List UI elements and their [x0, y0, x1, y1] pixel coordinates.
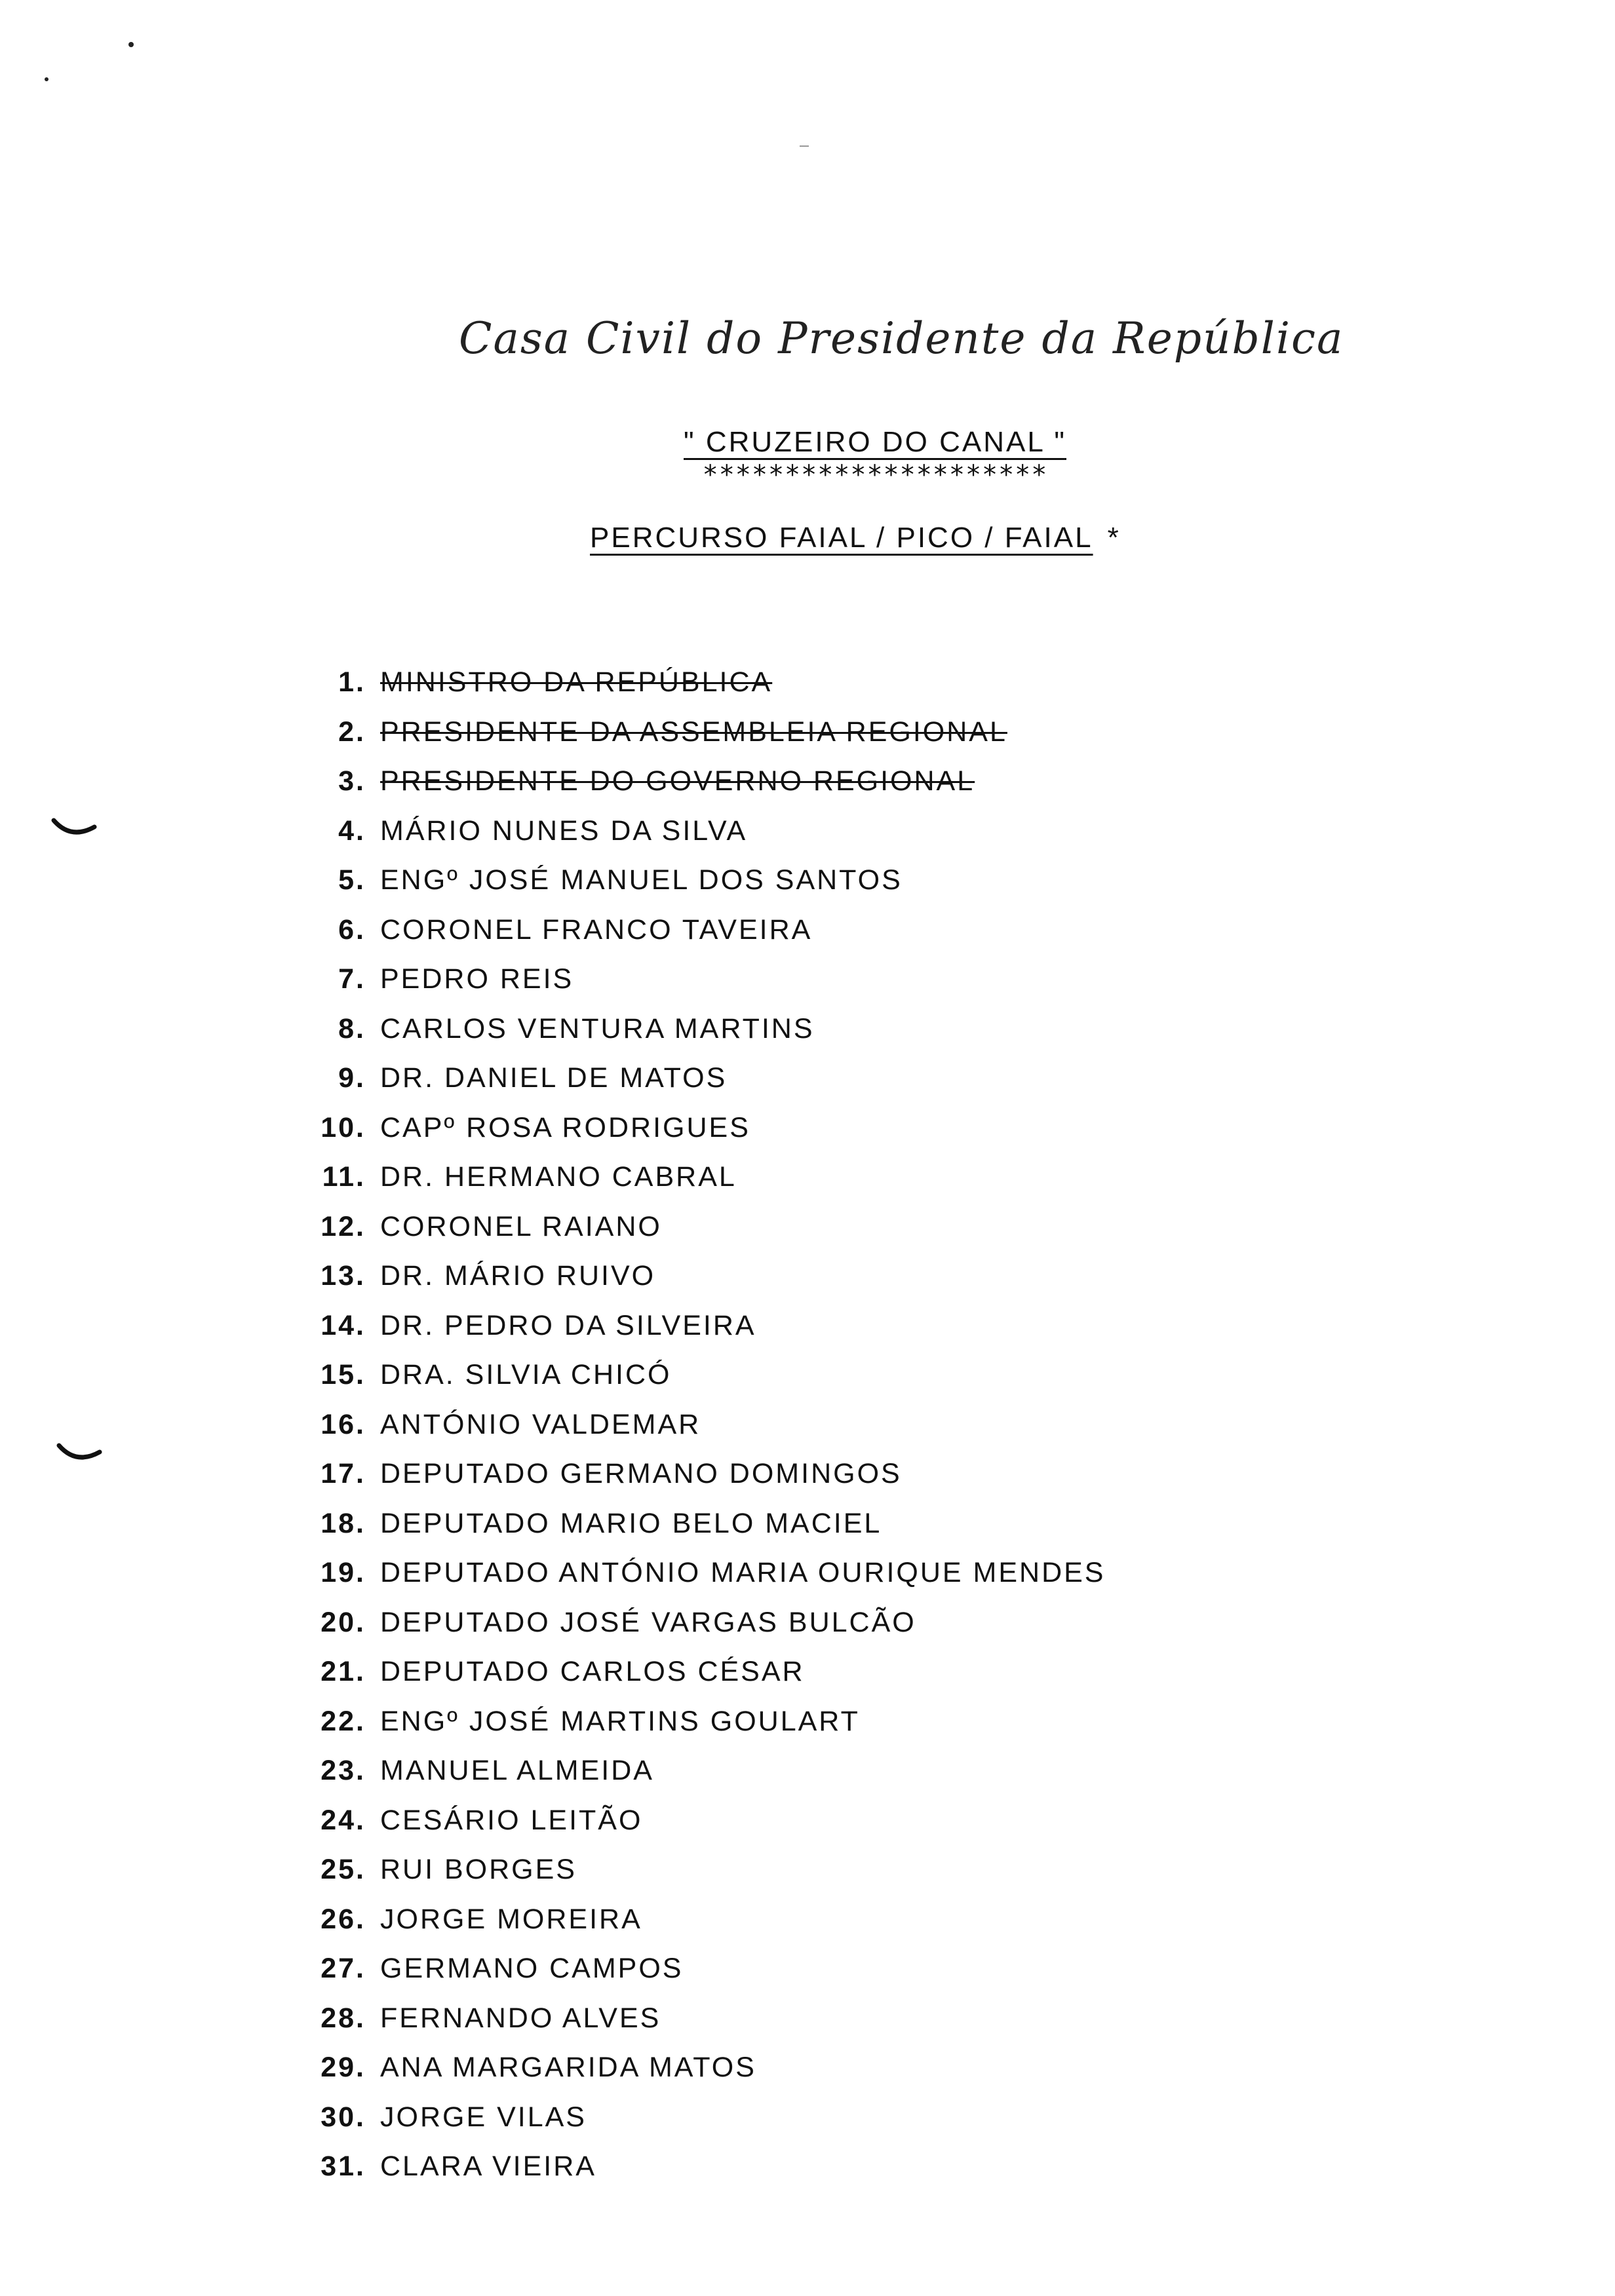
item-name: DR. HERMANO CABRAL — [380, 1161, 737, 1193]
pen-check-mark — [51, 818, 97, 837]
item-name: PRESIDENTE DO GOVERNO REGIONAL — [380, 765, 975, 797]
item-number: 23. — [321, 1755, 366, 1787]
list-item — [275, 1499, 1455, 1549]
list-item — [275, 955, 1455, 1004]
item-name: PEDRO REIS — [380, 963, 574, 995]
item-name: CAPº ROSA RODRIGUES — [380, 1111, 750, 1143]
item-number: 20. — [321, 1606, 366, 1638]
item-number: 31. — [321, 2151, 366, 2183]
item-number: 8. — [338, 1012, 366, 1044]
item-name: ENGº JOSÉ MARTINS GOULART — [380, 1705, 860, 1737]
item-name: DR. PEDRO DA SILVEIRA — [380, 1309, 756, 1341]
item-number: 9. — [338, 1062, 366, 1094]
item-name: CESÁRIO LEITÃO — [380, 1804, 643, 1836]
item-name: PRESIDENTE DA ASSEMBLEIA REGIONAL — [380, 716, 1007, 748]
item-name: RUI BORGES — [380, 1854, 577, 1886]
item-name: DEPUTADO MARIO BELO MACIEL — [380, 1507, 882, 1539]
title-block — [662, 426, 1088, 490]
item-name: DEPUTADO ANTÓNIO MARIA OURIQUE MENDES — [380, 1557, 1106, 1589]
item-number: 3. — [338, 765, 366, 797]
route-text: PERCURSO FAIAL / PICO / FAIAL — [590, 522, 1093, 554]
item-name: CLARA VIEIRA — [380, 2151, 596, 2183]
item-number: 2. — [338, 716, 366, 748]
item-number: 16. — [321, 1408, 366, 1440]
item-number: 28. — [321, 2002, 366, 2034]
list-item — [275, 1252, 1455, 1301]
item-name: MÁRIO NUNES DA SILVA — [380, 814, 748, 847]
list-item — [275, 2093, 1455, 2143]
item-name: FERNANDO ALVES — [380, 2002, 661, 2034]
item-name: CORONEL RAIANO — [380, 1210, 662, 1242]
item-number: 29. — [321, 2052, 366, 2084]
list-item — [275, 1895, 1455, 1945]
list-item — [275, 1796, 1455, 1846]
list-item — [275, 1647, 1455, 1697]
list-item — [275, 1548, 1455, 1598]
list-item — [275, 1350, 1455, 1400]
list-item — [275, 1004, 1455, 1054]
item-name: CARLOS VENTURA MARTINS — [380, 1012, 815, 1044]
item-number: 6. — [338, 913, 366, 946]
list-item — [275, 906, 1455, 955]
item-name: MANUEL ALMEIDA — [380, 1755, 654, 1787]
item-number: 30. — [321, 2101, 366, 2133]
list-item — [275, 1202, 1455, 1252]
list-item — [275, 1054, 1455, 1103]
item-number: 13. — [321, 1260, 366, 1292]
list-item — [275, 1103, 1455, 1153]
item-number: 14. — [321, 1309, 366, 1341]
item-name: JORGE VILAS — [380, 2101, 587, 2133]
item-number: 7. — [338, 963, 366, 995]
item-number: 26. — [321, 1903, 366, 1935]
item-number: 18. — [321, 1507, 366, 1539]
item-number: 22. — [321, 1705, 366, 1737]
list-item — [275, 1598, 1455, 1648]
list-item — [275, 1746, 1455, 1796]
list-item — [275, 1449, 1455, 1499]
item-number: 24. — [321, 1804, 366, 1836]
list-item — [275, 856, 1455, 906]
list-item — [275, 807, 1455, 856]
item-number: 15. — [321, 1359, 366, 1391]
list-item — [275, 658, 1455, 708]
scan-speck — [45, 77, 49, 81]
document-title: " CRUZEIRO DO CANAL " — [684, 426, 1066, 458]
item-number: 21. — [321, 1656, 366, 1688]
item-name: ANTÓNIO VALDEMAR — [380, 1408, 701, 1440]
route-heading — [590, 522, 1121, 554]
item-name: DR. DANIEL DE MATOS — [380, 1062, 728, 1094]
item-number: 12. — [321, 1210, 366, 1242]
item-name: DEPUTADO GERMANO DOMINGOS — [380, 1458, 902, 1490]
title-asterisk-rule: ********************* — [702, 460, 1048, 490]
item-number: 19. — [321, 1557, 366, 1589]
scan-speck — [128, 42, 134, 47]
item-name: DEPUTADO JOSÉ VARGAS BULCÃO — [380, 1606, 916, 1638]
list-item — [275, 708, 1455, 757]
guest-list — [275, 658, 1455, 2192]
list-item — [275, 1697, 1455, 1747]
list-item — [275, 1944, 1455, 1994]
item-number: 4. — [338, 814, 366, 847]
item-name: JORGE MOREIRA — [380, 1903, 642, 1935]
pen-check-mark — [56, 1443, 102, 1463]
item-name: CORONEL FRANCO TAVEIRA — [380, 913, 813, 946]
item-number: 27. — [321, 1953, 366, 1985]
item-number: 1. — [338, 666, 366, 698]
list-item — [275, 1301, 1455, 1351]
item-name: DRA. SILVIA CHICÓ — [380, 1359, 672, 1391]
route-asterisk: * — [1107, 522, 1121, 554]
item-number: 10. — [321, 1111, 366, 1143]
list-item — [275, 1845, 1455, 1895]
item-number: 5. — [338, 864, 366, 896]
item-name: ANA MARGARIDA MATOS — [380, 2052, 756, 2084]
list-item — [275, 757, 1455, 807]
scan-speck — [800, 145, 809, 147]
item-name: DR. MÁRIO RUIVO — [380, 1260, 656, 1292]
list-item — [275, 2142, 1455, 2192]
item-name: MINISTRO DA REPÚBLICA — [380, 666, 773, 698]
item-name: GERMANO CAMPOS — [380, 1953, 684, 1985]
item-name: DEPUTADO CARLOS CÉSAR — [380, 1656, 805, 1688]
item-number: 11. — [322, 1161, 366, 1193]
letterhead: Casa Civil do Presidente da República — [459, 313, 1344, 364]
item-number: 17. — [321, 1458, 366, 1490]
item-name: ENGº JOSÉ MANUEL DOS SANTOS — [380, 864, 903, 896]
list-item — [275, 2043, 1455, 2093]
list-item — [275, 1153, 1455, 1202]
list-item — [275, 1994, 1455, 2044]
list-item — [275, 1400, 1455, 1450]
item-number: 25. — [321, 1854, 366, 1886]
